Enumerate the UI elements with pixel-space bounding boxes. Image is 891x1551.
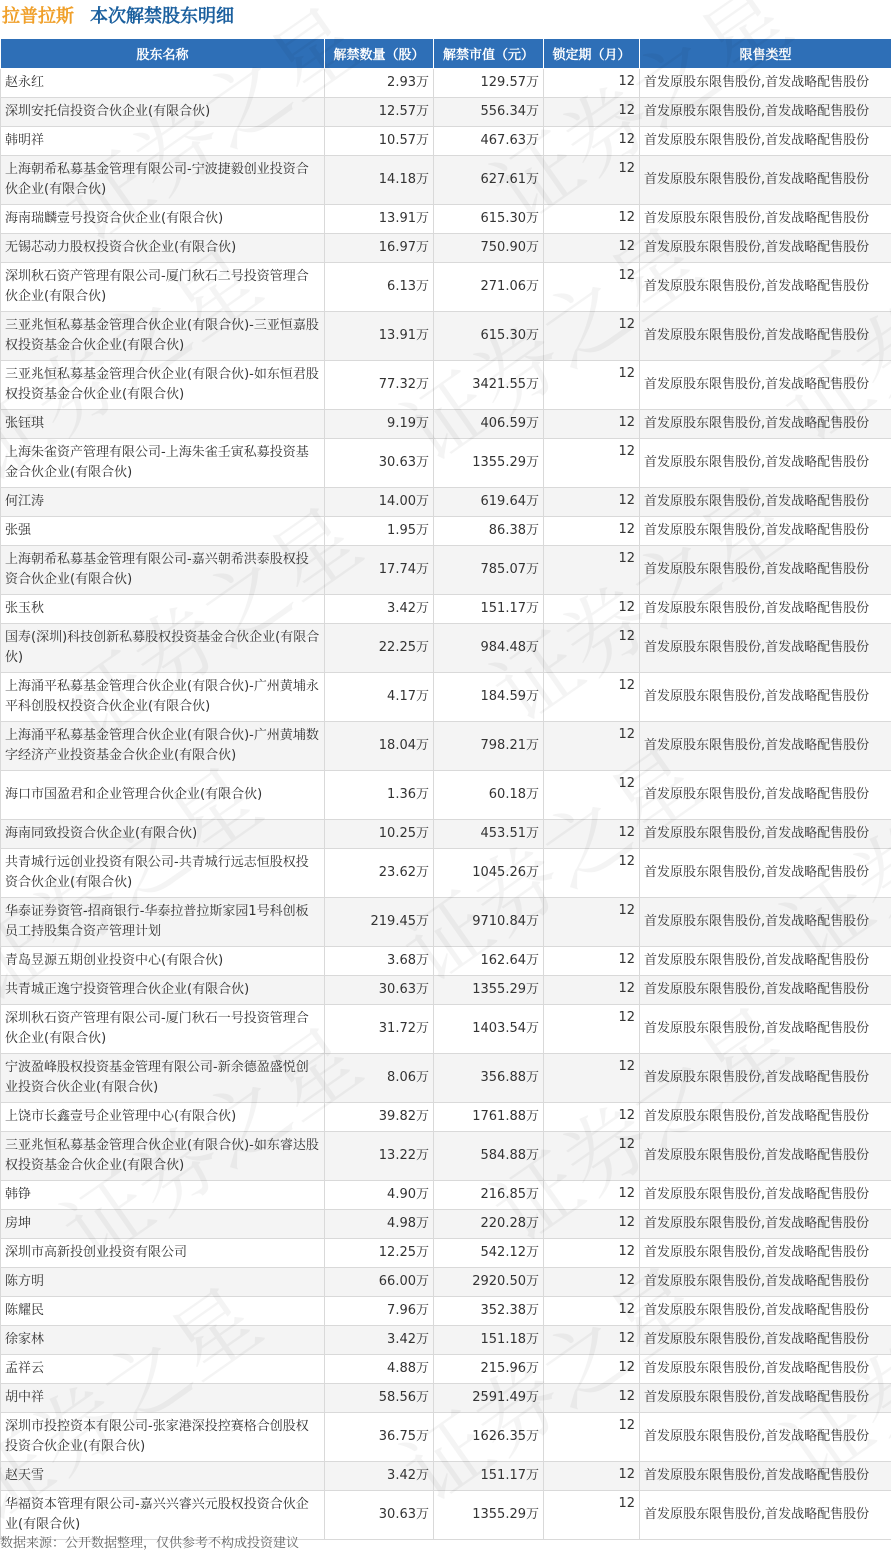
restriction-type-cell: 首发原股东限售股份,首发战略配售股份 xyxy=(640,976,891,1005)
unlock-quantity-cell: 6.13万 xyxy=(325,263,434,312)
table-row xyxy=(1,771,891,820)
lock-period-cell: 12 xyxy=(544,234,640,263)
shareholder-name-cell: 赵永红 xyxy=(1,69,325,98)
unlock-value-cell: 184.59万 xyxy=(434,673,544,722)
lock-period-cell: 12 xyxy=(544,1239,640,1268)
shareholder-name-cell: 张玉秋 xyxy=(1,595,325,624)
shareholder-name-cell: 海南同致投资合伙企业(有限合伙) xyxy=(1,820,325,849)
unlock-value-cell: 1403.54万 xyxy=(434,1005,544,1054)
unlock-value-cell: 9710.84万 xyxy=(434,898,544,947)
restriction-type-cell: 首发原股东限售股份,首发战略配售股份 xyxy=(640,947,891,976)
table-row xyxy=(1,488,891,517)
shareholder-name-cell: 三亚兆恒私募基金管理合伙企业(有限合伙)-三亚恒嘉股权投资基金合伙企业(有限合伙) xyxy=(1,312,325,361)
restriction-type-cell: 首发原股东限售股份,首发战略配售股份 xyxy=(640,439,891,488)
table-row xyxy=(1,439,891,488)
unlock-quantity-cell: 3.68万 xyxy=(325,947,434,976)
restriction-type-cell: 首发原股东限售股份,首发战略配售股份 xyxy=(640,312,891,361)
shareholder-name-cell: 上海朱雀资产管理有限公司-上海朱雀壬寅私募投资基金合伙企业(有限合伙) xyxy=(1,439,325,488)
unlock-value-cell: 1761.88万 xyxy=(434,1103,544,1132)
unlock-value-cell: 542.12万 xyxy=(434,1239,544,1268)
shareholder-name-cell: 深圳安托信投资合伙企业(有限合伙) xyxy=(1,98,325,127)
unlock-value-cell: 356.88万 xyxy=(434,1054,544,1103)
unlock-quantity-cell: 30.63万 xyxy=(325,1491,434,1540)
shareholder-name-cell: 三亚兆恒私募基金管理合伙企业(有限合伙)-如东睿达股权投资基金合伙企业(有限合伙) xyxy=(1,1132,325,1181)
lock-period-cell: 12 xyxy=(544,517,640,546)
unlock-value-cell: 750.90万 xyxy=(434,234,544,263)
unlock-quantity-cell: 3.42万 xyxy=(325,1462,434,1491)
restriction-type-cell: 首发原股东限售股份,首发战略配售股份 xyxy=(640,546,891,595)
unlock-value-cell: 785.07万 xyxy=(434,546,544,595)
unlock-value-cell: 798.21万 xyxy=(434,722,544,771)
lock-period-cell: 12 xyxy=(544,98,640,127)
column-header-quantity: 解禁数量（股） xyxy=(325,39,434,69)
table-row xyxy=(1,1103,891,1132)
table-row xyxy=(1,1054,891,1103)
shareholder-name-cell: 共青城行远创业投资有限公司-共青城行远志恒股权投资合伙企业(有限合伙) xyxy=(1,849,325,898)
lock-period-cell: 12 xyxy=(544,1326,640,1355)
unlock-value-cell: 220.28万 xyxy=(434,1210,544,1239)
table-row xyxy=(1,69,891,98)
unlock-value-cell: 216.85万 xyxy=(434,1181,544,1210)
lock-period-cell: 12 xyxy=(544,1384,640,1413)
table-row xyxy=(1,410,891,439)
table-row xyxy=(1,820,891,849)
shareholder-name-cell: 青岛昱源五期创业投资中心(有限合伙) xyxy=(1,947,325,976)
unlock-quantity-cell: 23.62万 xyxy=(325,849,434,898)
lock-period-cell: 12 xyxy=(544,1491,640,1540)
restriction-type-cell: 首发原股东限售股份,首发战略配售股份 xyxy=(640,1132,891,1181)
table-header-row xyxy=(1,39,891,69)
table-row xyxy=(1,1297,891,1326)
unlock-quantity-cell: 8.06万 xyxy=(325,1054,434,1103)
lock-period-cell: 12 xyxy=(544,624,640,673)
unlock-quantity-cell: 3.42万 xyxy=(325,595,434,624)
unlock-quantity-cell: 1.36万 xyxy=(325,771,434,820)
unlock-value-cell: 615.30万 xyxy=(434,312,544,361)
table-row xyxy=(1,1355,891,1384)
restriction-type-cell: 首发原股东限售股份,首发战略配售股份 xyxy=(640,849,891,898)
page-header xyxy=(0,0,891,30)
column-header-shareholder: 股东名称 xyxy=(1,39,325,69)
restriction-type-cell: 首发原股东限售股份,首发战略配售股份 xyxy=(640,722,891,771)
unlock-quantity-cell: 58.56万 xyxy=(325,1384,434,1413)
unlock-value-cell: 151.17万 xyxy=(434,595,544,624)
shareholder-name-cell: 赵天雪 xyxy=(1,1462,325,1491)
shareholder-name-cell: 国寿(深圳)科技创新私募股权投资基金合伙企业(有限合伙) xyxy=(1,624,325,673)
lock-period-cell: 12 xyxy=(544,1054,640,1103)
unlock-quantity-cell: 13.91万 xyxy=(325,205,434,234)
restriction-type-cell: 首发原股东限售股份,首发战略配售股份 xyxy=(640,673,891,722)
shareholder-name-cell: 深圳秋石资产管理有限公司-厦门秋石二号投资管理合伙企业(有限合伙) xyxy=(1,263,325,312)
unlock-quantity-cell: 12.57万 xyxy=(325,98,434,127)
lock-period-cell: 12 xyxy=(544,1268,640,1297)
shareholder-name-cell: 海南瑞麟壹号投资合伙企业(有限合伙) xyxy=(1,205,325,234)
column-header-restriction-type: 限售类型 xyxy=(640,39,891,69)
lock-period-cell: 12 xyxy=(544,1005,640,1054)
unlock-value-cell: 467.63万 xyxy=(434,127,544,156)
table-row xyxy=(1,624,891,673)
unlock-quantity-cell: 36.75万 xyxy=(325,1413,434,1462)
restriction-type-cell: 首发原股东限售股份,首发战略配售股份 xyxy=(640,1355,891,1384)
shareholder-name-cell: 海口市国盈君和企业管理合伙企业(有限合伙) xyxy=(1,771,325,820)
shareholder-name-cell: 徐家林 xyxy=(1,1326,325,1355)
lock-period-cell: 12 xyxy=(544,439,640,488)
restriction-type-cell: 首发原股东限售股份,首发战略配售股份 xyxy=(640,410,891,439)
restriction-type-cell: 首发原股东限售股份,首发战略配售股份 xyxy=(640,771,891,820)
shareholder-name-cell: 韩明祥 xyxy=(1,127,325,156)
restriction-type-cell: 首发原股东限售股份,首发战略配售股份 xyxy=(640,1326,891,1355)
unlock-value-cell: 352.38万 xyxy=(434,1297,544,1326)
unlock-quantity-cell: 66.00万 xyxy=(325,1268,434,1297)
unlock-quantity-cell: 14.00万 xyxy=(325,488,434,517)
restriction-type-cell: 首发原股东限售股份,首发战略配售股份 xyxy=(640,488,891,517)
unlock-value-cell: 406.59万 xyxy=(434,410,544,439)
unlock-quantity-cell: 1.95万 xyxy=(325,517,434,546)
table-row xyxy=(1,361,891,410)
table-row xyxy=(1,673,891,722)
restriction-type-cell: 首发原股东限售股份,首发战略配售股份 xyxy=(640,156,891,205)
restriction-type-cell: 首发原股东限售股份,首发战略配售股份 xyxy=(640,361,891,410)
table-row xyxy=(1,1413,891,1462)
unlock-value-cell: 619.64万 xyxy=(434,488,544,517)
shareholder-name-cell: 陈耀民 xyxy=(1,1297,325,1326)
lock-period-cell: 12 xyxy=(544,156,640,205)
shareholder-name-cell: 深圳市高新投创业投资有限公司 xyxy=(1,1239,325,1268)
restriction-type-cell: 首发原股东限售股份,首发战略配售股份 xyxy=(640,1239,891,1268)
unlock-quantity-cell: 3.42万 xyxy=(325,1326,434,1355)
lock-period-cell: 12 xyxy=(544,1210,640,1239)
unlock-quantity-cell: 12.25万 xyxy=(325,1239,434,1268)
unlock-value-cell: 1045.26万 xyxy=(434,849,544,898)
data-source-note: 数据来源：公开数据整理，仅供参考不构成投资建议 xyxy=(0,1536,300,1551)
shareholder-name-cell: 深圳秋石资产管理有限公司-厦门秋石一号投资管理合伙企业(有限合伙) xyxy=(1,1005,325,1054)
table-row xyxy=(1,1384,891,1413)
shareholder-name-cell: 房坤 xyxy=(1,1210,325,1239)
restriction-type-cell: 首发原股东限售股份,首发战略配售股份 xyxy=(640,595,891,624)
shareholder-name-cell: 胡中祥 xyxy=(1,1384,325,1413)
shareholder-name-cell: 陈方明 xyxy=(1,1268,325,1297)
lock-period-cell: 12 xyxy=(544,722,640,771)
lock-period-cell: 12 xyxy=(544,263,640,312)
unlock-quantity-cell: 7.96万 xyxy=(325,1297,434,1326)
lock-period-cell: 12 xyxy=(544,820,640,849)
shareholder-name-cell: 上海涌平私募基金管理合伙企业(有限合伙)-广州黄埔永平科创股权投资合伙企业(有限合伙) xyxy=(1,673,325,722)
table-row xyxy=(1,1005,891,1054)
unlock-quantity-cell: 16.97万 xyxy=(325,234,434,263)
restriction-type-cell: 首发原股东限售股份,首发战略配售股份 xyxy=(640,898,891,947)
lock-period-cell: 12 xyxy=(544,595,640,624)
table-row xyxy=(1,1268,891,1297)
unlock-value-cell: 453.51万 xyxy=(434,820,544,849)
table-body xyxy=(1,69,891,1540)
lock-period-cell: 12 xyxy=(544,898,640,947)
restriction-type-cell: 首发原股东限售股份,首发战略配售股份 xyxy=(640,517,891,546)
unlock-value-cell: 1355.29万 xyxy=(434,976,544,1005)
lock-period-cell: 12 xyxy=(544,546,640,595)
restriction-type-cell: 首发原股东限售股份,首发战略配售股份 xyxy=(640,234,891,263)
table-row xyxy=(1,156,891,205)
unlock-value-cell: 129.57万 xyxy=(434,69,544,98)
lock-period-cell: 12 xyxy=(544,312,640,361)
shareholder-name-cell: 何江涛 xyxy=(1,488,325,517)
unlock-value-cell: 584.88万 xyxy=(434,1132,544,1181)
table-row xyxy=(1,976,891,1005)
unlock-value-cell: 162.64万 xyxy=(434,947,544,976)
unlock-value-cell: 2920.50万 xyxy=(434,1268,544,1297)
table-row xyxy=(1,1326,891,1355)
unlock-value-cell: 1626.35万 xyxy=(434,1413,544,1462)
restriction-type-cell: 首发原股东限售股份,首发战略配售股份 xyxy=(640,69,891,98)
table-row xyxy=(1,1210,891,1239)
lock-period-cell: 12 xyxy=(544,849,640,898)
lock-period-cell: 12 xyxy=(544,1462,640,1491)
table-row xyxy=(1,1239,891,1268)
restriction-type-cell: 首发原股东限售股份,首发战略配售股份 xyxy=(640,1491,891,1540)
shareholder-name-cell: 上海朝希私募基金管理有限公司-嘉兴朝希洪泰股权投资合伙企业(有限合伙) xyxy=(1,546,325,595)
unlock-value-cell: 271.06万 xyxy=(434,263,544,312)
restriction-type-cell: 首发原股东限售股份,首发战略配售股份 xyxy=(640,1413,891,1462)
unlock-value-cell: 984.48万 xyxy=(434,624,544,673)
table-row xyxy=(1,127,891,156)
table-row xyxy=(1,898,891,947)
restriction-type-cell: 首发原股东限售股份,首发战略配售股份 xyxy=(640,1268,891,1297)
restriction-type-cell: 首发原股东限售股份,首发战略配售股份 xyxy=(640,263,891,312)
table-header xyxy=(1,39,891,69)
unlock-value-cell: 1355.29万 xyxy=(434,439,544,488)
shareholder-name-cell: 华泰证券资管-招商银行-华泰拉普拉斯家园1号科创板员工持股集合资产管理计划 xyxy=(1,898,325,947)
unlock-quantity-cell: 9.19万 xyxy=(325,410,434,439)
table-row xyxy=(1,1132,891,1181)
restriction-type-cell: 首发原股东限售股份,首发战略配售股份 xyxy=(640,1054,891,1103)
restriction-type-cell: 首发原股东限售股份,首发战略配售股份 xyxy=(640,1384,891,1413)
column-header-market-value: 解禁市值（元） xyxy=(434,39,544,69)
lock-period-cell: 12 xyxy=(544,488,640,517)
restriction-type-cell: 首发原股东限售股份,首发战略配售股份 xyxy=(640,1103,891,1132)
unlock-quantity-cell: 31.72万 xyxy=(325,1005,434,1054)
unlock-quantity-cell: 14.18万 xyxy=(325,156,434,205)
restriction-type-cell: 首发原股东限售股份,首发战略配售股份 xyxy=(640,205,891,234)
shareholder-name-cell: 张强 xyxy=(1,517,325,546)
table-row xyxy=(1,947,891,976)
unlock-value-cell: 86.38万 xyxy=(434,517,544,546)
lock-period-cell: 12 xyxy=(544,1297,640,1326)
shareholder-name-cell: 张钰琪 xyxy=(1,410,325,439)
table-row xyxy=(1,722,891,771)
lock-period-cell: 12 xyxy=(544,771,640,820)
unlock-quantity-cell: 4.98万 xyxy=(325,1210,434,1239)
restriction-type-cell: 首发原股东限售股份,首发战略配售股份 xyxy=(640,624,891,673)
unlock-quantity-cell: 13.22万 xyxy=(325,1132,434,1181)
table-row xyxy=(1,595,891,624)
unlock-value-cell: 215.96万 xyxy=(434,1355,544,1384)
restriction-type-cell: 首发原股东限售股份,首发战略配售股份 xyxy=(640,127,891,156)
lock-period-cell: 12 xyxy=(544,1413,640,1462)
unlock-quantity-cell: 2.93万 xyxy=(325,69,434,98)
table-row xyxy=(1,312,891,361)
restriction-type-cell: 首发原股东限售股份,首发战略配售股份 xyxy=(640,1181,891,1210)
table-row xyxy=(1,546,891,595)
unlock-quantity-cell: 4.17万 xyxy=(325,673,434,722)
shareholder-name-cell: 上海朝希私募基金管理有限公司-宁波捷毅创业投资合伙企业(有限合伙) xyxy=(1,156,325,205)
unlock-quantity-cell: 17.74万 xyxy=(325,546,434,595)
unlock-value-cell: 1355.29万 xyxy=(434,1491,544,1540)
unlock-quantity-cell: 77.32万 xyxy=(325,361,434,410)
lock-period-cell: 12 xyxy=(544,947,640,976)
shareholder-name-cell: 共青城正逸宁投资管理合伙企业(有限合伙) xyxy=(1,976,325,1005)
page-title: 本次解禁股东明细 xyxy=(90,6,234,27)
unlock-value-cell: 151.17万 xyxy=(434,1462,544,1491)
table-row xyxy=(1,263,891,312)
lock-period-cell: 12 xyxy=(544,1355,640,1384)
shareholder-table-container xyxy=(0,38,891,1540)
unlock-quantity-cell: 10.25万 xyxy=(325,820,434,849)
unlock-quantity-cell: 4.90万 xyxy=(325,1181,434,1210)
unlock-value-cell: 60.18万 xyxy=(434,771,544,820)
unlock-quantity-cell: 4.88万 xyxy=(325,1355,434,1384)
lock-period-cell: 12 xyxy=(544,976,640,1005)
unlock-value-cell: 151.18万 xyxy=(434,1326,544,1355)
table-row xyxy=(1,98,891,127)
unlock-quantity-cell: 22.25万 xyxy=(325,624,434,673)
table-row xyxy=(1,1181,891,1210)
lock-period-cell: 12 xyxy=(544,1132,640,1181)
unlock-value-cell: 615.30万 xyxy=(434,205,544,234)
restriction-type-cell: 首发原股东限售股份,首发战略配售股份 xyxy=(640,1210,891,1239)
shareholder-name-cell: 上饶市长鑫壹号企业管理中心(有限合伙) xyxy=(1,1103,325,1132)
unlock-quantity-cell: 10.57万 xyxy=(325,127,434,156)
unlock-quantity-cell: 30.63万 xyxy=(325,439,434,488)
unlock-quantity-cell: 30.63万 xyxy=(325,976,434,1005)
table-row xyxy=(1,1462,891,1491)
shareholder-name-cell: 宁波盈峰股权投资基金管理有限公司-新余德盈盛悦创业投资合伙企业(有限合伙) xyxy=(1,1054,325,1103)
shareholder-name-cell: 上海涌平私募基金管理合伙企业(有限合伙)-广州黄埔数字经济产业投资基金合伙企业(有限合伙) xyxy=(1,722,325,771)
restriction-type-cell: 首发原股东限售股份,首发战略配售股份 xyxy=(640,98,891,127)
shareholder-name-cell: 三亚兆恒私募基金管理合伙企业(有限合伙)-如东恒君股权投资基金合伙企业(有限合伙) xyxy=(1,361,325,410)
lock-period-cell: 12 xyxy=(544,1103,640,1132)
shareholder-name-cell: 韩铮 xyxy=(1,1181,325,1210)
shareholder-name-cell: 深圳市投控资本有限公司-张家港深投控赛格合创股权投资合伙企业(有限合伙) xyxy=(1,1413,325,1462)
lock-period-cell: 12 xyxy=(544,205,640,234)
unlock-quantity-cell: 39.82万 xyxy=(325,1103,434,1132)
column-header-lock-period: 锁定期（月） xyxy=(544,39,640,69)
table-row xyxy=(1,517,891,546)
restriction-type-cell: 首发原股东限售股份,首发战略配售股份 xyxy=(640,1462,891,1491)
restriction-type-cell: 首发原股东限售股份,首发战略配售股份 xyxy=(640,1005,891,1054)
unlock-quantity-cell: 13.91万 xyxy=(325,312,434,361)
company-name: 拉普拉斯 xyxy=(2,6,74,27)
lock-period-cell: 12 xyxy=(544,69,640,98)
lock-period-cell: 12 xyxy=(544,1181,640,1210)
table-row xyxy=(1,849,891,898)
table-row xyxy=(1,205,891,234)
lock-period-cell: 12 xyxy=(544,127,640,156)
shareholder-name-cell: 孟祥云 xyxy=(1,1355,325,1384)
lock-period-cell: 12 xyxy=(544,673,640,722)
shareholder-name-cell: 无锡芯动力股权投资合伙企业(有限合伙) xyxy=(1,234,325,263)
unlock-value-cell: 627.61万 xyxy=(434,156,544,205)
shareholder-table xyxy=(0,38,891,1540)
lock-period-cell: 12 xyxy=(544,410,640,439)
unlock-value-cell: 3421.55万 xyxy=(434,361,544,410)
restriction-type-cell: 首发原股东限售股份,首发战略配售股份 xyxy=(640,1297,891,1326)
unlock-quantity-cell: 18.04万 xyxy=(325,722,434,771)
shareholder-name-cell: 华福资本管理有限公司-嘉兴兴睿兴元股权投资合伙企业(有限合伙) xyxy=(1,1491,325,1540)
restriction-type-cell: 首发原股东限售股份,首发战略配售股份 xyxy=(640,820,891,849)
table-row xyxy=(1,234,891,263)
lock-period-cell: 12 xyxy=(544,361,640,410)
unlock-value-cell: 556.34万 xyxy=(434,98,544,127)
unlock-value-cell: 2591.49万 xyxy=(434,1384,544,1413)
unlock-quantity-cell: 219.45万 xyxy=(325,898,434,947)
